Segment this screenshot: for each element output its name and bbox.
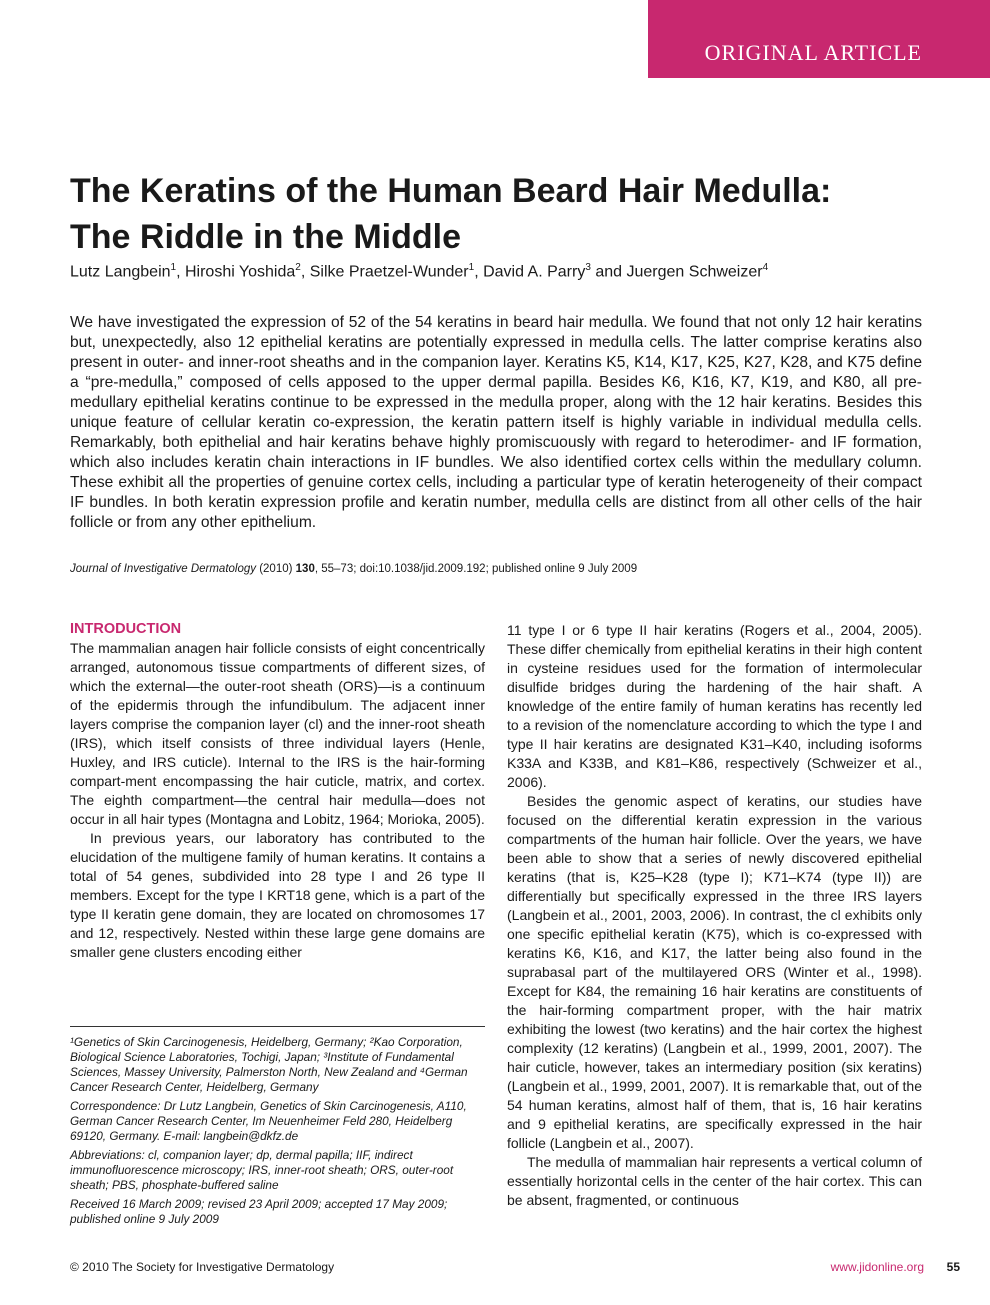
author-list [70,262,930,281]
author-separator: , [474,263,484,281]
article-title [70,168,930,260]
dates-footnote: Received 16 March 2009; revised 23 April 2009; accepted 17 May 2009; published online 9 July 2009 [70,1197,448,1226]
body-paragraph: Besides the genomic aspect of keratins, our studies have focused on the differential keratin expression in the various compartments of the human hair follicle. Over the years, we have been able to show that a series of newly discovered epithelial keratins (that is, K25–K28 (type I); K71–K74 (type II)) are differentially but specifically expressed in the three IRS layers (Langbein et al., 2001, 2003, 2006). In contrast, the cl exhibits only one specific epithelial keratin (K75), which is co-expressed with keratins K6, K16, and K17, the latter being also found in the suprabasal part of the multilayered ORS (Winter et al., 1998). Except for K84, the remaining 16 hair keratins are constituents of the hair-forming compartment proper, with the hair matrix exhibiting the lowest (two keratins) and the hair cortex the highest complexity (12 keratins) (Langbein et al., 1999, 2001, 2007). The hair cuticle, however, takes an intermediary position (six keratins) (Langbein et al., 1999, 2001, 2007). It is remarkable that, out of the 54 human keratins, almost half of them, that is, 16 hair keratins and 9 epithelial keratins, are specifically expressed in the hair follicle (Langbein et al., 2007). [507,793,922,1151]
article-type-label: ORIGINAL ARTICLE [704,40,922,65]
page-number: 55 [946,1260,960,1274]
body-paragraph: 11 type I or 6 type II hair keratins (Rogers et al., 2004, 2005). These differ chemically from epithelial keratins in their high content in cysteine residues used for the formation of intermolecular disulfide bridges during the hardening of the hair shaft. A knowledge of the entire family of human keratins has recently led to a revision of the nomenclature according to which the type I and type II hair keratins are designated K31–K40, including isoforms K33A and K33B, and K81–K86, respectively (Schweizer et al., 2006). [507,622,922,790]
author-affiliation-mark: 1 [468,262,475,273]
author-name: David A. Parry [483,263,586,281]
author-name: Silke Praetzel-Wunder [309,263,469,281]
body-paragraph: In previous years, our laboratory has contributed to the elucidation of the multigene family of human keratins. It contains a total of 54 genes, subdivided into 28 type I and 26 type II members. Except for the type I KRT18 gene, which is a part of the type II keratin gene domain, they are located on chromosomes 17 and 12, respectively. Nested within these large gene domains are smaller gene clusters encoding either [70,830,485,960]
copyright-notice: © 2010 The Society for Investigative Dermatology [70,1260,335,1274]
citation-volume: 130 [295,563,315,575]
author-separator: and [590,263,627,281]
left-column [70,620,485,962]
citation-year: (2010) [256,563,296,575]
author-affiliation-mark: 3 [585,262,591,273]
author-affiliation-mark: 1 [170,262,177,273]
abbreviations-footnote: Abbreviations: cl, companion layer; dp, dermal papilla; IIF, indirect immunofluorescence microscopy; IRS, inner-root sheath; ORS, outer-root sheath; PBS, phosphate-buffered saline [70,1148,454,1192]
author-name: Lutz Langbein [70,263,171,281]
affiliations-footnote: ¹Genetics of Skin Carcinogenesis, Heidelberg, Germany; ²Kao Corporation, Biological Science Laboratories, Tochigi, Japan; ³Institute of Fundamental Sciences, Massey University, Palmerston North, New Zealand and ⁴German Cancer Research Center, Heidelberg, Germany [70,1035,468,1094]
journal-name: Journal of Investigative Dermatology [70,563,257,575]
title-line-2: The Riddle in the Middle [70,218,461,256]
author-affiliation-mark: 2 [295,262,301,273]
author-name: Juergen Schweizer [626,263,763,281]
journal-website-link[interactable]: www.jidonline.org [830,1260,924,1274]
footnotes [70,1035,485,1231]
journal-citation [70,563,930,575]
body-paragraph: The mammalian anagen hair follicle consists of eight concentrically arranged, autonomous tissue compartments of different sizes, of which the external—the outer-root sheath (ORS)—is a continuum of the epidermis through the infundibulum. The adjacent inner layers comprise the companion layer (cl) and the inner-root sheath (IRS), which itself consists of three individual layers (Henle, Huxley, and IRS cuticle). Internal to the IRS is the hair-forming compart-ment encompassing the hair cuticle, matrix, and cortex. The eighth compartment—the central hair medulla—does not occur in all hair types (Montagna and Lobitz, 1964; Morioka, 2005). [70,640,485,827]
article-type-banner [648,0,990,78]
abstract: We have investigated the expression of 52 of the 54 keratins in beard hair medulla. We found that not only 12 hair keratins but, unexpectedly, also 12 epithelial keratins are potentially expressed in medulla cells. The latter comprise keratins also present in outer- and inner-root sheaths and in the companion layer. Keratins K5, K14, K17, K25, K27, K28, and K75 define a “pre-medulla,” composed of cells apposed to the upper dermal papilla. Besides K6, K16, K7, K19, and K80, all pre-medullary epithelial keratins continue to be expressed in the medulla proper, along with the 12 hair keratins. Besides this unique feature of cellular keratin co-expression, the keratin pattern itself is highly variable in individual medulla cells. Remarkably, both epithelial and hair keratins behave highly promiscuously with regard to heterodimer- and IF formation, which also includes keratin chain interactions in IF bundles. We also identified cortex cells within the medullary column. These exhibit all the properties of genuine cortex cells, including a particular type of keratin heterogeneity of their compact IF bundles. In both keratin expression profile and keratin number, medulla cells are distinct from all other cells of the hair follicle or from any other epithelium. [70,314,922,531]
author-separator: , [300,263,310,281]
right-column [507,621,922,1210]
body-paragraph: The medulla of mammalian hair represents a vertical column of essentially horizontal cells in the center of the hair cortex. This can be absent, fragmented, or continuous [507,1154,922,1208]
author-name: Hiroshi Yoshida [184,263,296,281]
author-affiliation-mark: 4 [762,262,769,273]
footnote-divider [70,1026,485,1027]
citation-details: , 55–73; doi:10.1038/jid.2009.192; published online 9 July 2009 [314,563,638,575]
correspondence-footnote: Correspondence: Dr Lutz Langbein, Genetics of Skin Carcinogenesis, A110, German Cancer Research Center, Im Neuenheimer Feld 280, Heidelberg 69120, Germany. E-mail: langbein@dkfz.de [70,1099,467,1143]
title-line-1: The Keratins of the Human Beard Hair Medulla: [70,172,832,210]
author-separator: , [176,263,185,281]
section-heading-introduction: INTRODUCTION [70,621,182,637]
